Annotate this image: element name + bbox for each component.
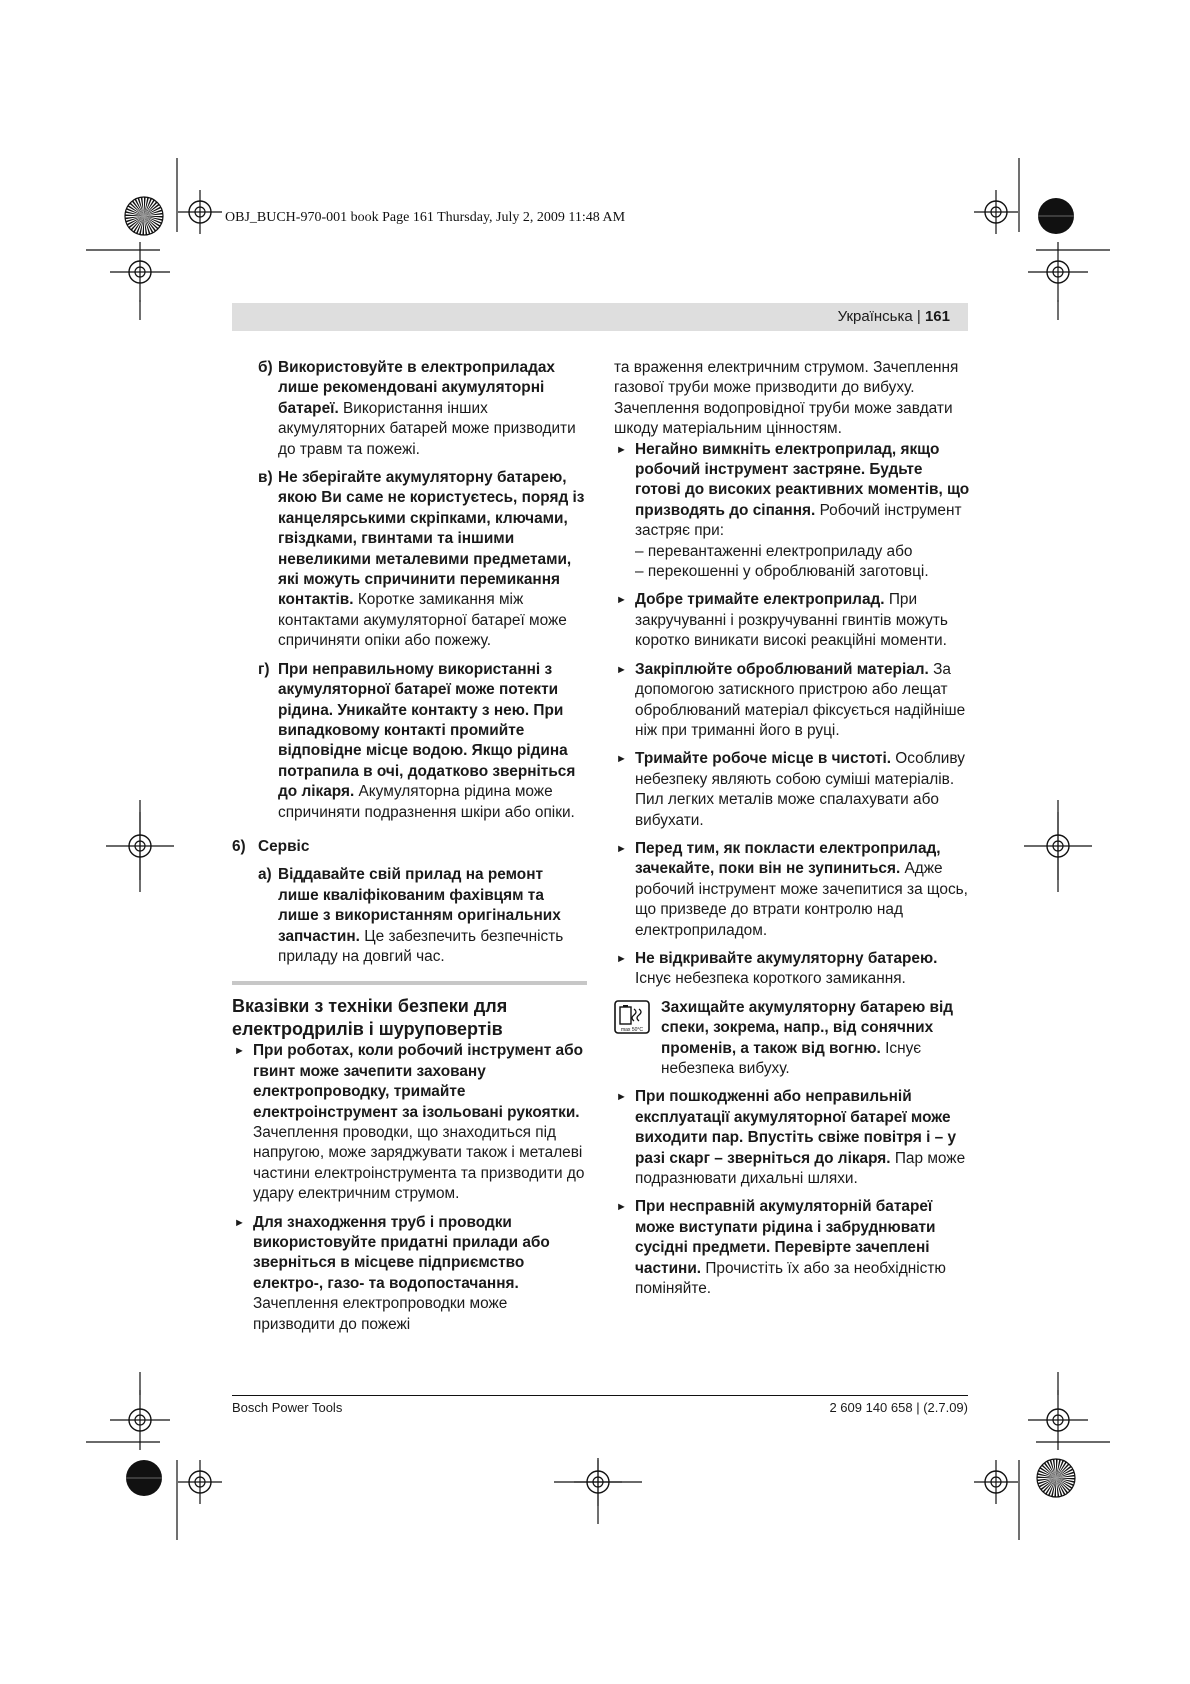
warning-bold: При роботах, коли робочий інструмент або гвинт може зачепити заховану електропроводку, тримайте електроінструмент за ізольовані рукоятки.: [253, 1042, 583, 1121]
registration-crosshair-icon: [1028, 1390, 1088, 1450]
warning-bold: Для знаходження труб і проводки використовуйте придатні прилади або зверніться в місцеве підприємство електро-, газо- та водопостачання.: [253, 1213, 550, 1292]
warning-bold: Негайно вимкніть електроприлад, якщо робочий інструмент застряне. Будьте готові до високих реактивних моментів, що призводять до сіпання.: [635, 440, 970, 519]
bullet-icon: ►: [616, 952, 627, 965]
warning-text: За допомогою затискного пристрою або лещат оброблюваний матеріал фіксується надійніше ніж при триманні його в руці.: [635, 660, 966, 739]
item-marker: а): [258, 866, 272, 884]
warning-text: Зачеплення електропроводки може призводити до пожежі: [253, 1295, 508, 1333]
item-marker: в): [258, 469, 273, 487]
warning-bold: Добре тримайте електроприлад.: [635, 591, 885, 609]
registration-crosshair-icon: [974, 1460, 1018, 1504]
warning-bold: При пошкодженні або неправильній експлуатації акумуляторної батареї може виходити пар. Впустіть свіже повітря і – у разі скарг – зверніться до лікаря.: [635, 1088, 957, 1167]
registration-disc-icon: [1038, 198, 1074, 234]
warning-bold: Не зберігайте акумуляторну батарею, якою Ви саме не користуєтесь, поряд із канцелярськими скріпками, ключами, гвіздками, гвинтами та іншими невеликими металевими предметами, які можуть спричинити перемикання контактів.: [278, 469, 585, 609]
continuation-text: та враження електричним струмом. Зачеплення газової труби може призводити до вибуху. Зачеплення водопровідної труби може завдати шкоду матеріальним цінностям.: [614, 359, 959, 438]
icon-label: max 50°C: [620, 1026, 644, 1033]
header-separator: |: [916, 308, 921, 325]
registration-disc-icon: [126, 1460, 162, 1496]
bullet-icon: ►: [616, 663, 627, 676]
registration-starburst-icon: [1037, 1459, 1075, 1497]
bullet-icon: ►: [616, 1201, 627, 1214]
bullet-icon: ►: [616, 594, 627, 607]
registration-crosshair-icon: [110, 1390, 170, 1450]
page-number: 161: [924, 308, 950, 325]
section-title: Вказівки з техніки безпеки для електродрилів і шуруповертів: [232, 996, 508, 1040]
service-title: Сервіс: [258, 837, 310, 855]
sub-line: – перекошенні у оброблюваній заготовці.: [635, 563, 929, 581]
registration-crosshair-icon: [178, 1460, 222, 1504]
item-marker: г): [258, 660, 270, 678]
sub-line: – перевантаженні електроприладу або: [635, 542, 913, 560]
footer-publisher: Bosch Power Tools: [232, 1400, 343, 1415]
warning-bold: Закріплюйте оброблюваний матеріал.: [635, 660, 929, 678]
warning-text: Коротке замикання між контактами акумуляторної батареї може спричиняти опіки або пожежу.: [278, 591, 567, 650]
warning-bold: Тримайте робоче місце в чистоті.: [635, 750, 892, 768]
bullet-icon: ►: [234, 1216, 245, 1229]
warning-text: Особливу небезпеку являють собою суміші матеріалів. Пил легких металів може спалахувати або вибухати.: [635, 750, 965, 829]
warning-bold: При неправильному використанні з акумуляторної батареї може потекти рідина. Уникайте контакту з нею. При випадковому контакті промийте відповідне місце водою. Якщо рідина потрапила в очі, додатково зверніться до лікаря.: [278, 660, 576, 801]
warning-bold: Не відкривайте акумуляторну батарею.: [635, 949, 938, 967]
item-marker: 6): [232, 837, 246, 855]
item-marker: б): [258, 359, 273, 376]
warning-bold: Віддавайте свій прилад на ремонт лише кваліфікованим фахівцям та лише з використанням оригінальних запчастин.: [278, 866, 561, 945]
header-language: Українська: [837, 308, 913, 325]
bullet-icon: ►: [234, 1045, 245, 1058]
warning-text: Акумуляторна рідина може спричиняти подразнення шкіри або опіки.: [278, 783, 575, 821]
warning-text: Існує небезпека короткого замикання.: [635, 970, 906, 988]
registration-crosshair-icon: [110, 242, 170, 302]
bullet-icon: ►: [616, 753, 627, 766]
bullet-icon: ►: [616, 443, 627, 456]
warning-text: Існує небезпека вибуху.: [661, 1039, 922, 1077]
bullet-icon: ►: [616, 842, 627, 855]
footer-doc-number: 2 609 140 658 | (2.7.09): [829, 1400, 968, 1415]
registration-crosshair-icon: [974, 190, 1018, 234]
registration-starburst-icon: [125, 197, 163, 235]
warning-text: Робочий інструмент застряє при:: [635, 501, 962, 540]
registration-crosshair-icon: [178, 190, 222, 234]
warning-bold: Захищайте акумуляторну батарею від спеки, зокрема, напр., від сонячних променів, а також від вогню.: [661, 998, 954, 1057]
print-header: OBJ_BUCH-970-001 book Page 161 Thursday, July 2, 2009 11:48 AM: [225, 210, 626, 225]
warning-bold: При несправній акумуляторній батареї може виступати рідина і забруднювати сусідні предмети. Перевірте зачеплені частини.: [635, 1198, 936, 1277]
warning-text: Пар може подразнювати дихальні шляхи.: [635, 1149, 966, 1188]
warning-bold: Використовуйте в електроприладах лише рекомендовані акумуляторні батареї.: [278, 359, 555, 417]
warning-text: При закручуванні і розкручуванні гвинтів можуть коротко виникати високі реакційні моменти.: [635, 591, 948, 650]
warning-text: Прочистіть їх або за необхідністю поміняйте.: [635, 1259, 946, 1298]
bullet-icon: ►: [616, 1091, 627, 1104]
warning-bold: Перед тим, як покласти електроприлад, зачекайте, поки він не зупиниться.: [635, 839, 941, 878]
registration-crosshair-icon: [1028, 242, 1088, 302]
warning-text: Адже робочий інструмент може зачепитися за щось, що призведе до втрати контролю над електроприладом.: [635, 860, 968, 939]
warning-text: Це забезпечить безпечність приладу на довгий час.: [278, 927, 564, 965]
warning-text: Зачеплення проводки, що знаходиться під напругою, може заряджувати також і металеві частини електроінструмента та призводити до удару електричним струмом.: [253, 1124, 585, 1203]
warning-text: Використання інших акумуляторних батарей може призводити до травм та пожежі.: [278, 399, 576, 458]
